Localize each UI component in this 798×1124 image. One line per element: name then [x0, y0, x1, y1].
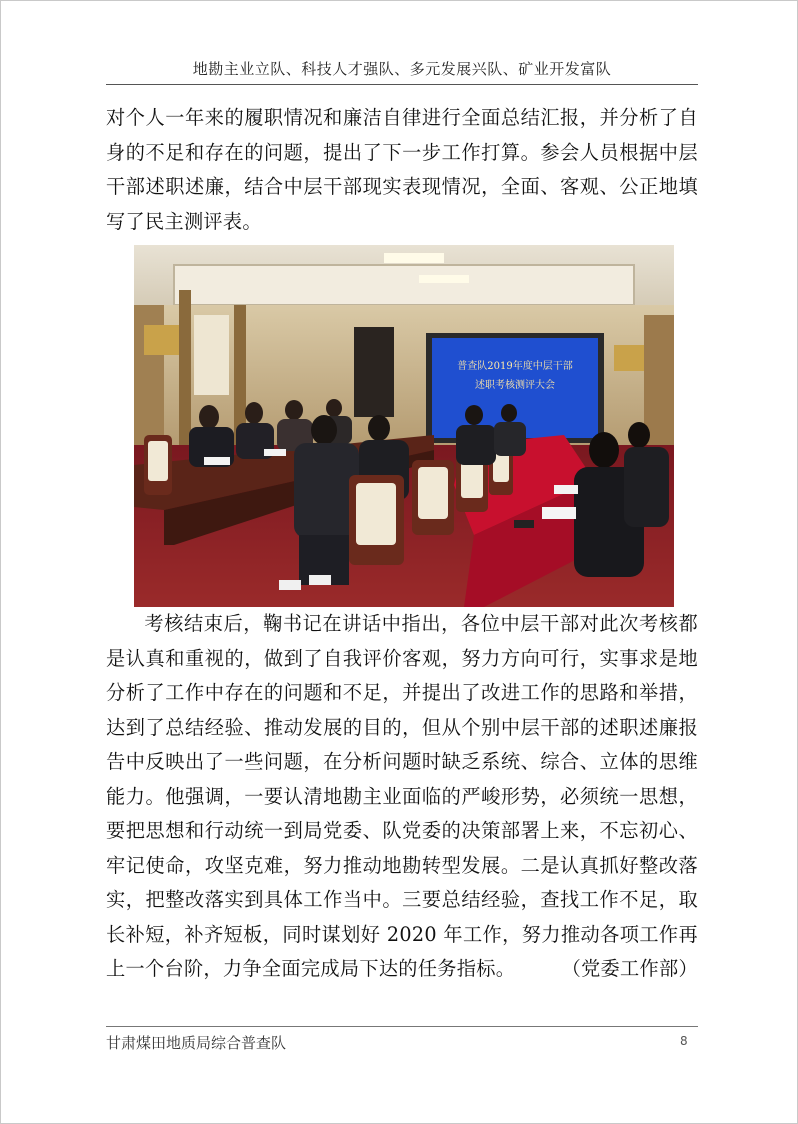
page-header: 地勘主业立队、科技人才强队、多元发展兴队、矿业开发富队: [192, 60, 612, 78]
screen-title-line-2: 述职考核测评大会: [475, 380, 555, 391]
screen-title-line-1: 普查队2019年度中层干部: [457, 361, 573, 372]
footer-organization: 甘肃煤田地质局综合普查队: [106, 1034, 287, 1052]
meeting-photo: [134, 245, 674, 607]
page-number: 8: [680, 1034, 688, 1048]
signature: （党委工作部）: [561, 957, 698, 980]
paragraph-2-text: 考核结束后，鞠书记在讲话中指出，各位中层干部对此次考核都是认真和重视的，做到了自我评价客观，努力方向可行，实事求是地分析了工作中存在的问题和不足，并提出了改进工作的思路和举措，达到了总结经验、推动发展的目的，但从个别中层干部的述职述廉报告中反映出了一些问题，在分析问题时缺乏系统、综合、立体的思维能力。他强调，一要认清地勘主业面临的严峻形势，必须统一思想，要把思想和行动统一到局党委、队党委的决策部署上来，不忘初心、牢记使命，攻坚克难，努力推动地勘转型发展。二是认真抓好整改落实，把整改落实到具体工作当中。三要总结经验，查找工作不足，取长补短，补齐短板，同时谋划好 2020 年工作，努力推动各项工作再上一个台阶，力争全面完成局下达的任务指标。: [106, 612, 698, 980]
header-divider: [106, 84, 698, 85]
paragraph-1: 对个人一年来的履职情况和廉洁自律进行全面总结汇报，并分析了自身的不足和存在的问题，提出了下一步工作打算。参会人员根据中层干部述职述廉，结合中层干部现实表现情况，全面、客观、公正地填写了民主测评表。: [106, 106, 698, 233]
paragraph-2: [106, 607, 698, 987]
footer-divider: [106, 1026, 698, 1027]
